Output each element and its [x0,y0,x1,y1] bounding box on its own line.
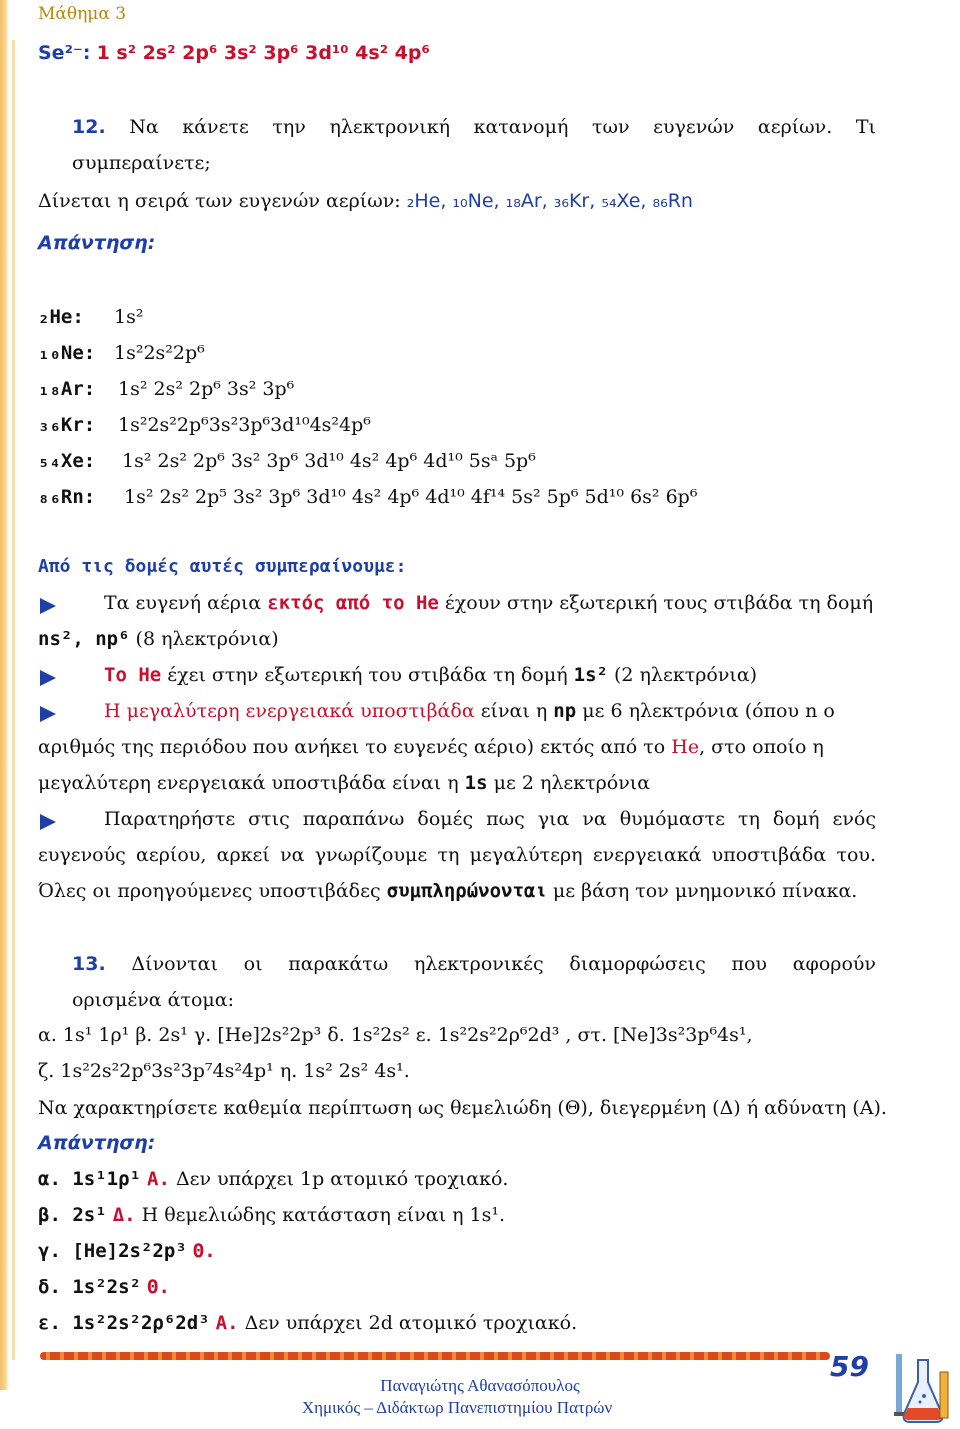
cfg-label-ar: ₁₈Ar: [38,378,96,400]
q12-given [38,190,693,212]
q13-answer-c [38,1240,216,1262]
q12-number: 12. [72,116,106,138]
q13-answer-a [38,1168,508,1190]
b1-text-c: έχουν στην εξωτερική τους στιβάδα τη δομή [438,592,874,614]
b1-highlight: εκτός από το He [267,592,439,614]
q13-number: 13. [72,953,106,975]
ans-a-note: Δεν υπάρχει 1p ατομικό τροχιακό. [175,1168,509,1190]
footer-decorative-line [40,1352,830,1360]
bullet-4-line1: Παρατηρήστε στις παραπάνω δομές πως για να θυμόμαστε τη δομή ενός [104,808,876,830]
q13-instruction: Να χαρακτηρίσετε καθεμία περίπτωση ως θεμελιώδη (Θ), διεγερμένη (Δ) ή αδύνατη (Α). [38,1097,887,1119]
b3-text-b: είναι η [474,700,554,722]
b1-text-e: (8 ηλεκτρόνια) [129,628,279,650]
ans-e-note: Δεν υπάρχει 2d ατομικό τροχιακό. [244,1312,578,1334]
cfg-xe: 1s² 2s² 2p⁶ 3s² 3p⁶ 3d¹⁰ 4s² 4p⁶ 4d¹⁰ 5sᵃ 5p⁶ [122,450,536,472]
footer-affiliation: Χημικός – Διδάκτωρ Πανεπιστημίου Πατρών [301,1398,613,1417]
q13-text-line2: ορισμένα άτομα: [72,989,235,1011]
page-number: 59 [830,1350,869,1383]
cfg-ar: 1s² 2s² 2p⁶ 3s² 3p⁶ [118,378,295,400]
ans-d-item: δ. 1s²2s² [38,1276,141,1298]
bullet-arrow-icon [40,814,56,830]
ans-b-note: Η θεμελιώδης κατάσταση είναι η 1s¹. [141,1204,506,1226]
q12-line1 [72,116,876,138]
b4-l3-a: Όλες οι προηγούμενες υποστιβάδες [38,880,387,902]
footer-author: Παναγιώτης Αθανασόπουλος [380,1376,580,1395]
b3-l2-he: He [671,736,700,758]
ans-b-mark: Δ. [112,1204,136,1226]
b2-1s2: 1s² [573,664,608,686]
ans-b-item: β. 2s¹ [38,1204,107,1226]
q13-text-line1: Δίνονται οι παρακάτω ηλεκτρονικές διαμορφώσεις που αφορούν [131,953,876,975]
cfg-label-rn: ₈₆Rn: [38,486,96,508]
b1-structure: ns², np⁶ [38,628,130,650]
bullet-arrow-icon [40,670,56,686]
bullet-3-line2 [38,736,824,758]
q13-answer-b [38,1204,505,1226]
cfg-he: 1s² [114,306,144,328]
ans-c-mark: Θ. [192,1240,216,1262]
ans-d-mark: Θ. [147,1276,170,1298]
q12-text-line2: συμπεραίνετε; [72,152,211,174]
q13-options-line2: ζ. 1s²2s²2p⁶3s²3p⁷4s²4p¹ η. 1s² 2s² 4s¹. [38,1060,410,1082]
b3-l3-a: μεγαλύτερη ενεργειακά υποστιβάδα είναι η [38,772,465,794]
q12-elements: ₂He, ₁₀Ne, ₁₈Ar, ₃₆Kr, ₅₄Xe, ₈₆Rn [406,190,693,212]
b1-text-a: Τα ευγενή αέρια [104,592,268,614]
se-label: Se²⁻: [38,42,91,64]
q13-options-line1: α. 1s¹ 1ρ¹ β. 2s¹ γ. [He]2s²2p³ δ. 1s²2s² ε. 1s²2s²2ρ⁶2d³ , στ. [Ne]3s²3p⁶4s¹, [38,1024,753,1046]
q13-answer-label: Απάντηση: [38,1132,156,1154]
ans-a-mark: Α. [147,1168,170,1190]
b3-l2-a: αριθμός της περιόδου που ανήκει το ευγενές αέριο) εκτός από το [38,736,672,758]
q13-line1 [72,953,876,975]
cfg-kr: 1s²2s²2p⁶3s²3p⁶3d¹⁰4s²4p⁶ [118,414,371,436]
se-config: 1 s² 2s² 2p⁶ 3s² 3p⁶ 3d¹⁰ 4s² 4p⁶ [96,42,430,64]
q13-answer-d [38,1276,170,1298]
b3-l3-1s: 1s [464,772,488,794]
cfg-rn: 1s² 2s² 2p⁵ 3s² 3p⁶ 3d¹⁰ 4s² 4p⁶ 4d¹⁰ 4f¹⁴ 5s² 5p⁶ 5d¹⁰ 6s² 6p⁶ [124,486,698,508]
bullet-2 [104,664,757,686]
bullet-4-line3 [38,880,857,902]
q12-given-text: Δίνεται η σειρά των ευγενών αερίων: [38,190,401,212]
b3-l3-c: με 2 ηλεκτρόνια [487,772,651,794]
left-margin-stripe [12,40,15,1360]
bullet-3-line3 [38,772,650,794]
b4-l3-c: με βάση τον μνημονικό πίνακα. [546,880,858,902]
b3-np: np [553,700,577,722]
bullet-3-line1 [104,700,835,722]
q12-text-line1: Να κάνετε την ηλεκτρονική κατανομή των ευγενών αερίων. Τι [129,116,876,138]
cfg-label-xe: ₅₄Xe: [38,450,96,472]
ans-c-item: γ. [He]2s²2p³ [38,1240,187,1262]
b2-text: έχει στην εξωτερική του στιβάδα τη δομή [161,664,574,686]
bullet-arrow-icon [40,706,56,722]
bullet-1-line1 [104,592,873,614]
cfg-label-kr: ₃₆Kr: [38,414,96,436]
b3-highlight: Η μεγαλύτερη ενεργειακά υποστιβάδα [104,700,475,722]
ans-e-mark: Α. [215,1312,239,1334]
b3-text-d: με 6 ηλεκτρόνια (όπου n ο [576,700,835,722]
conclusion-heading: Από τις δομές αυτές συμπεραίνουμε: [38,556,407,577]
b2-he: Το He [104,664,162,686]
se-line [38,42,430,64]
b4-l3-bold: συμπληρώνονται [386,880,547,902]
ans-a-item: α. 1s¹1ρ¹ [38,1168,141,1190]
lesson-header: Μάθημα 3 [38,4,127,24]
b2-text-d: (2 ηλεκτρόνια) [607,664,758,686]
left-margin-bar [0,0,9,1390]
chemistry-flask-icon [888,1352,956,1426]
bullet-1-line2 [38,628,279,650]
ans-e-item: ε. 1s²2s²2ρ⁶2d³ [38,1312,210,1334]
b3-l2-c: , στο οποίο η [699,736,824,758]
cfg-label-ne: ₁₀Ne: [38,342,96,364]
q12-answer-label: Απάντηση: [38,232,156,254]
cfg-label-he: ₂He: [38,306,84,328]
bullet-arrow-icon [40,598,56,614]
cfg-ne: 1s²2s²2p⁶ [114,342,205,364]
bullet-4-line2: ευγενούς αερίου, αρκεί να γνωρίζουμε τη μεγαλύτερη ενεργειακά υποστιβάδα του. [38,844,876,866]
q13-answer-e [38,1312,577,1334]
